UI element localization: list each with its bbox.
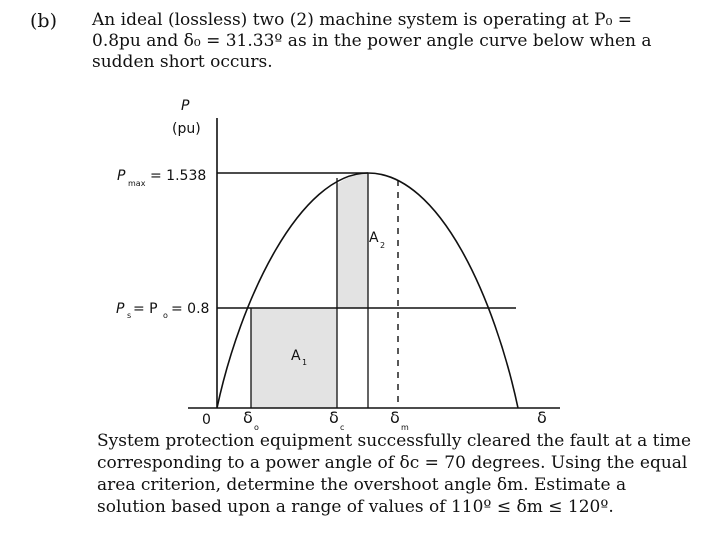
area2-subscript: 2 (380, 241, 386, 250)
ps-label: P (116, 301, 125, 317)
deltac-label: δ (329, 408, 339, 427)
area1-subscript: 1 (302, 358, 308, 367)
pmax-subscript: max (128, 179, 146, 188)
delta0-label: δ (243, 408, 253, 427)
origin-label: 0 (202, 412, 211, 428)
deltam-subscript: m (401, 423, 409, 432)
delta-axis-label: δ (537, 408, 547, 427)
deltam-label: δ (390, 408, 400, 427)
problem-question: System protection equipment successfully cleared the fault at a time corresponding to a power angle of δc = 70 degrees. Using the equal area criterion, determine the overshoot angle δm. Estimate a solution based upon a range of values of 110º ≤ δm ≤ 120º. (97, 431, 692, 517)
deltac-subscript: c (340, 423, 345, 432)
y-axis-unit: (pu) (172, 121, 201, 137)
ps-value: = 0.8 (171, 301, 210, 317)
area-a2-shade (336, 173, 368, 308)
area2-label: A (369, 230, 379, 246)
po-subscript: o (163, 311, 168, 320)
y-axis-label: P (181, 98, 190, 114)
ps-subscript: s (127, 311, 132, 320)
problem-intro: An ideal (lossless) two (2) machine system is operating at P₀ = 0.8pu and δ₀ = 31.33º as in the power angle curve below when a sudden short occurs. (92, 10, 652, 72)
problem-label: (b) (30, 10, 57, 32)
area1-label: A (291, 348, 301, 364)
ps-equals-p: = P (133, 301, 158, 317)
pmax-value: = 1.538 (150, 168, 207, 184)
pmax-label: P (117, 168, 126, 184)
delta0-subscript: o (254, 423, 259, 432)
